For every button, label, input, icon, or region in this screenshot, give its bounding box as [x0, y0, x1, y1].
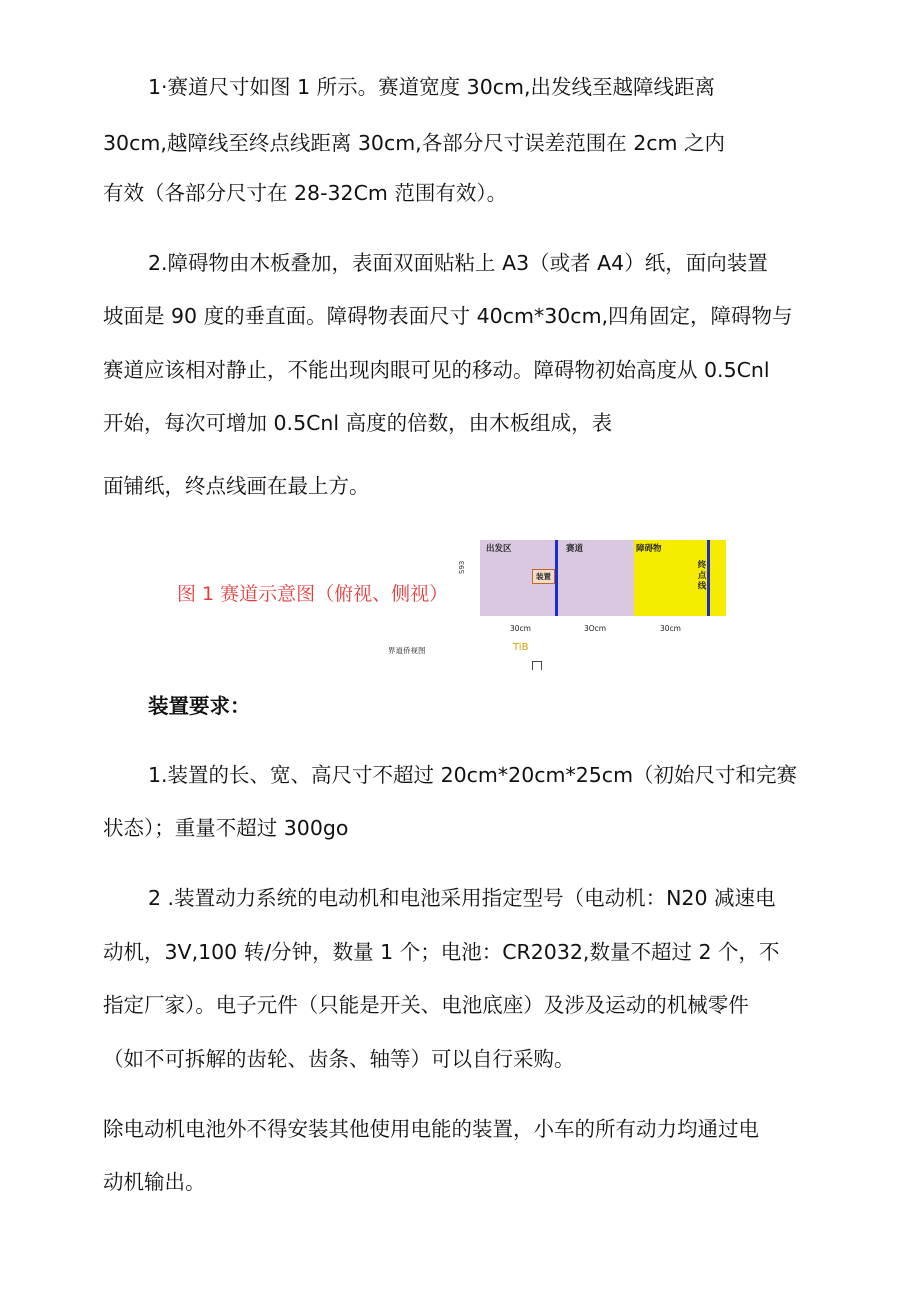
- text-line: 有效（各部分尺寸在 28-32Cm 范围有效）。: [103, 181, 508, 205]
- side-view-icon: [532, 661, 542, 670]
- start-zone-label: 出发区: [486, 544, 512, 554]
- text-line: 开始，每次可增加 0.5Cnl 高度的倍数，由木板组成，表: [103, 411, 613, 435]
- text-line: 动机输出。: [103, 1170, 206, 1194]
- text-line: 30cm,越障线至终点线距离 30cm,各部分尺寸误差范围在 2cm 之内: [103, 131, 726, 155]
- text-line: 2 .装置动力系统的电动机和电池采用指定型号（电动机：N20 减速电: [148, 886, 776, 910]
- text-line: 动机，3V,100 转/分钟，数量 1 个；电池：CR2032,数量不超过 2 个，不: [103, 940, 780, 964]
- dimension-label: 3Ocm: [584, 624, 607, 633]
- text-line: （如不可拆解的齿轮、齿条、轴等）可以自行采购。: [103, 1047, 575, 1071]
- dimension-label: 30cm: [660, 624, 681, 633]
- dimension-label: 30cm: [510, 624, 531, 633]
- text-line: 1·赛道尺寸如图 1 所示。赛道宽度 30cm,出发线至越障线距离: [148, 75, 715, 99]
- start-line: [555, 540, 558, 616]
- text-line: 赛道应该相对静止，不能出现肉眼可见的移动。障碍物初始高度从 0.5Cnl: [103, 358, 770, 382]
- device-box: 装置: [532, 569, 555, 584]
- text-line: 坡面是 90 度的垂直面。障碍物表面尺寸 40cm*30cm,四角固定，障碍物与: [103, 304, 793, 328]
- track-diagram: [388, 538, 730, 670]
- section-heading: 装置要求：: [148, 694, 251, 718]
- finish-line: [707, 540, 710, 616]
- text-line: 除电动机电池外不得安装其他使用电能的装置，小车的所有动力均通过电: [103, 1117, 759, 1141]
- text-line: 状态）；重量不超过 300go: [103, 816, 349, 840]
- text-line: 面铺纸，终点线画在最上方。: [103, 474, 370, 498]
- side-view-mark: TiB: [513, 642, 529, 653]
- track-zone-label: 赛道: [566, 544, 584, 554]
- side-label: S93: [458, 560, 466, 574]
- obstacle-zone-label: 障碍物: [636, 544, 662, 554]
- finish-line-label: 终点线: [696, 560, 706, 592]
- text-line: 指定厂家）。电子元件（只能是开关、电池底座）及涉及运动的机械零件: [103, 993, 749, 1017]
- figure-caption: 图 1 赛道示意图（俯视、侧视）: [177, 583, 449, 605]
- text-line: 1.装置的长、宽、高尺寸不超过 20cm*20cm*25cm（初始尺寸和完赛: [148, 763, 798, 787]
- side-view-label: 界道侨视图: [388, 646, 426, 655]
- text-line: 2.障碍物由木板叠加，表面双面贴粘上 A3（或者 A4）纸，面向装置: [148, 251, 768, 275]
